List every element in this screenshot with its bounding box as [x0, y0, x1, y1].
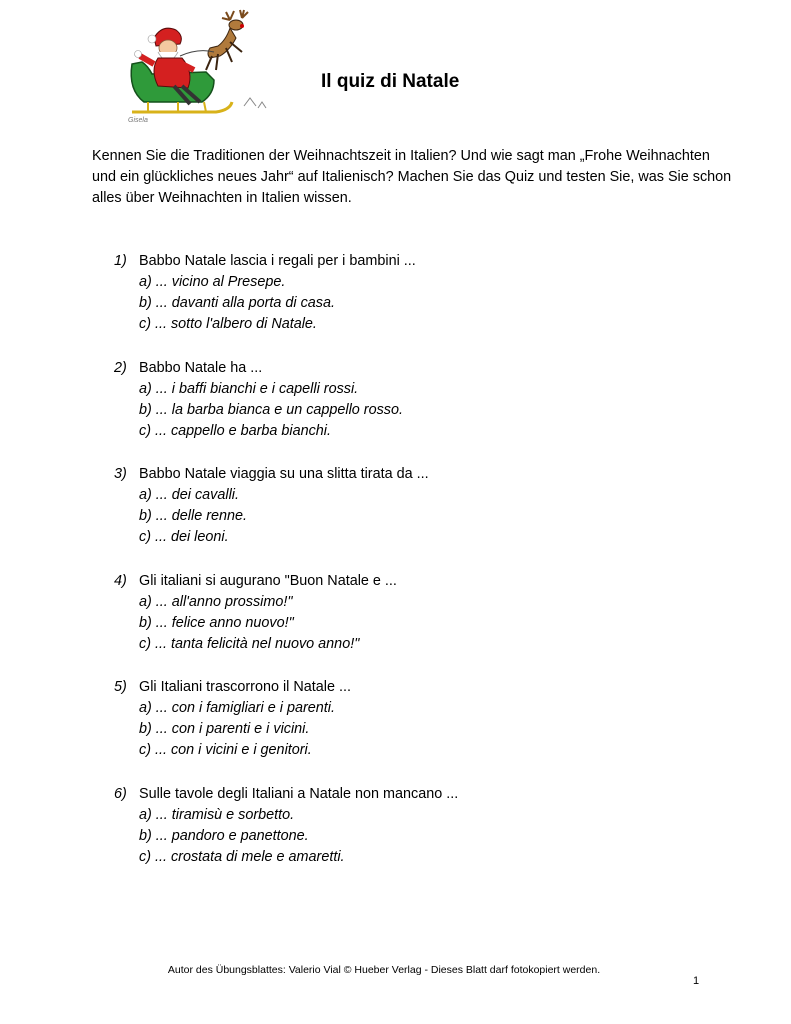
answer-option-c: c) ... dei leoni. [139, 529, 229, 546]
reindeer-icon [206, 10, 248, 70]
page-number: 1 [693, 975, 700, 987]
answer-option-a: a) ... con i famigliari e i parenti. [139, 700, 335, 716]
answer-option-a: a) ... all'anno prossimo!" [139, 593, 293, 610]
answer-options [139, 485, 247, 549]
question-text: Babbo Natale lascia i regali per i bambini ... [139, 253, 416, 269]
santa-sleigh-illustration [118, 8, 278, 126]
answer-options [139, 592, 359, 656]
question-3 [0, 464, 791, 571]
question-text: Gli italiani si augurano "Buon Natale e ... [139, 572, 397, 589]
answer-option-b: b) ... delle renne. [139, 508, 247, 525]
intro-paragraph: Kennen Sie die Traditionen der Weihnachtszeit in Italien? Und wie sagt man „Frohe Weihnachten und ein glückliches neues Jahr“ auf Italienisch? Machen Sie das Quiz und testen Sie, was Sie schon alles über Weihnachten in Italien wissen. [92, 148, 732, 206]
question-5 [0, 677, 791, 784]
answer-option-c: c) ... sotto l'albero di Natale. [139, 316, 317, 333]
question-4 [0, 571, 791, 678]
answer-option-a: a) ... i baffi bianchi e i capelli rossi. [139, 380, 359, 397]
question-6 [0, 784, 791, 891]
answer-option-b: b) ... con i parenti e i vicini. [139, 721, 310, 738]
answer-option-b: b) ... felice anno nuovo!" [139, 614, 294, 631]
answer-option-b: b) ... la barba bianca e un cappello rosso. [139, 401, 403, 418]
question-number: 4) [114, 572, 127, 589]
quiz-list [0, 251, 791, 890]
answer-option-c: c) ... cappello e barba bianchi. [139, 422, 331, 439]
question-2 [0, 358, 791, 465]
question-text: Babbo Natale ha ... [139, 359, 263, 376]
question-1 [0, 251, 791, 358]
answer-option-a: a) ... tiramisù e sorbetto. [139, 806, 295, 823]
question-number: 5) [114, 679, 127, 695]
question-text: Babbo Natale viaggia su una slitta tirata da ... [139, 466, 429, 482]
answer-option-b: b) ... davanti alla porta di casa. [139, 295, 335, 312]
question-number: 6) [114, 785, 127, 802]
answer-option-a: a) ... vicino al Presepe. [139, 274, 286, 290]
question-number: 2) [114, 359, 127, 376]
question-text: Sulle tavole degli Italiani a Natale non mancano ... [139, 785, 459, 802]
question-number: 3) [114, 466, 127, 482]
answer-option-c: c) ... con i vicini e i genitori. [139, 742, 312, 759]
footer-credit: Autor des Übungsblattes: Valerio Vial © Hueber Verlag - Dieses Blatt darf fotokopiert werden. [167, 964, 601, 976]
answer-options [139, 805, 345, 869]
svg-text:Gisela: Gisela [128, 117, 148, 124]
question-number: 1) [114, 253, 127, 269]
answer-option-a: a) ... dei cavalli. [139, 487, 239, 503]
answer-options [139, 698, 335, 762]
question-text: Gli Italiani trascorrono il Natale ... [139, 679, 351, 695]
answer-options [139, 272, 335, 336]
answer-option-c: c) ... crostata di mele e amaretti. [139, 848, 345, 865]
page-title: Il quiz di Natale [321, 71, 460, 92]
answer-option-b: b) ... pandoro e panettone. [139, 827, 309, 844]
answer-option-c: c) ... tanta felicità nel nuovo anno!" [139, 635, 360, 652]
answer-options [139, 379, 403, 443]
